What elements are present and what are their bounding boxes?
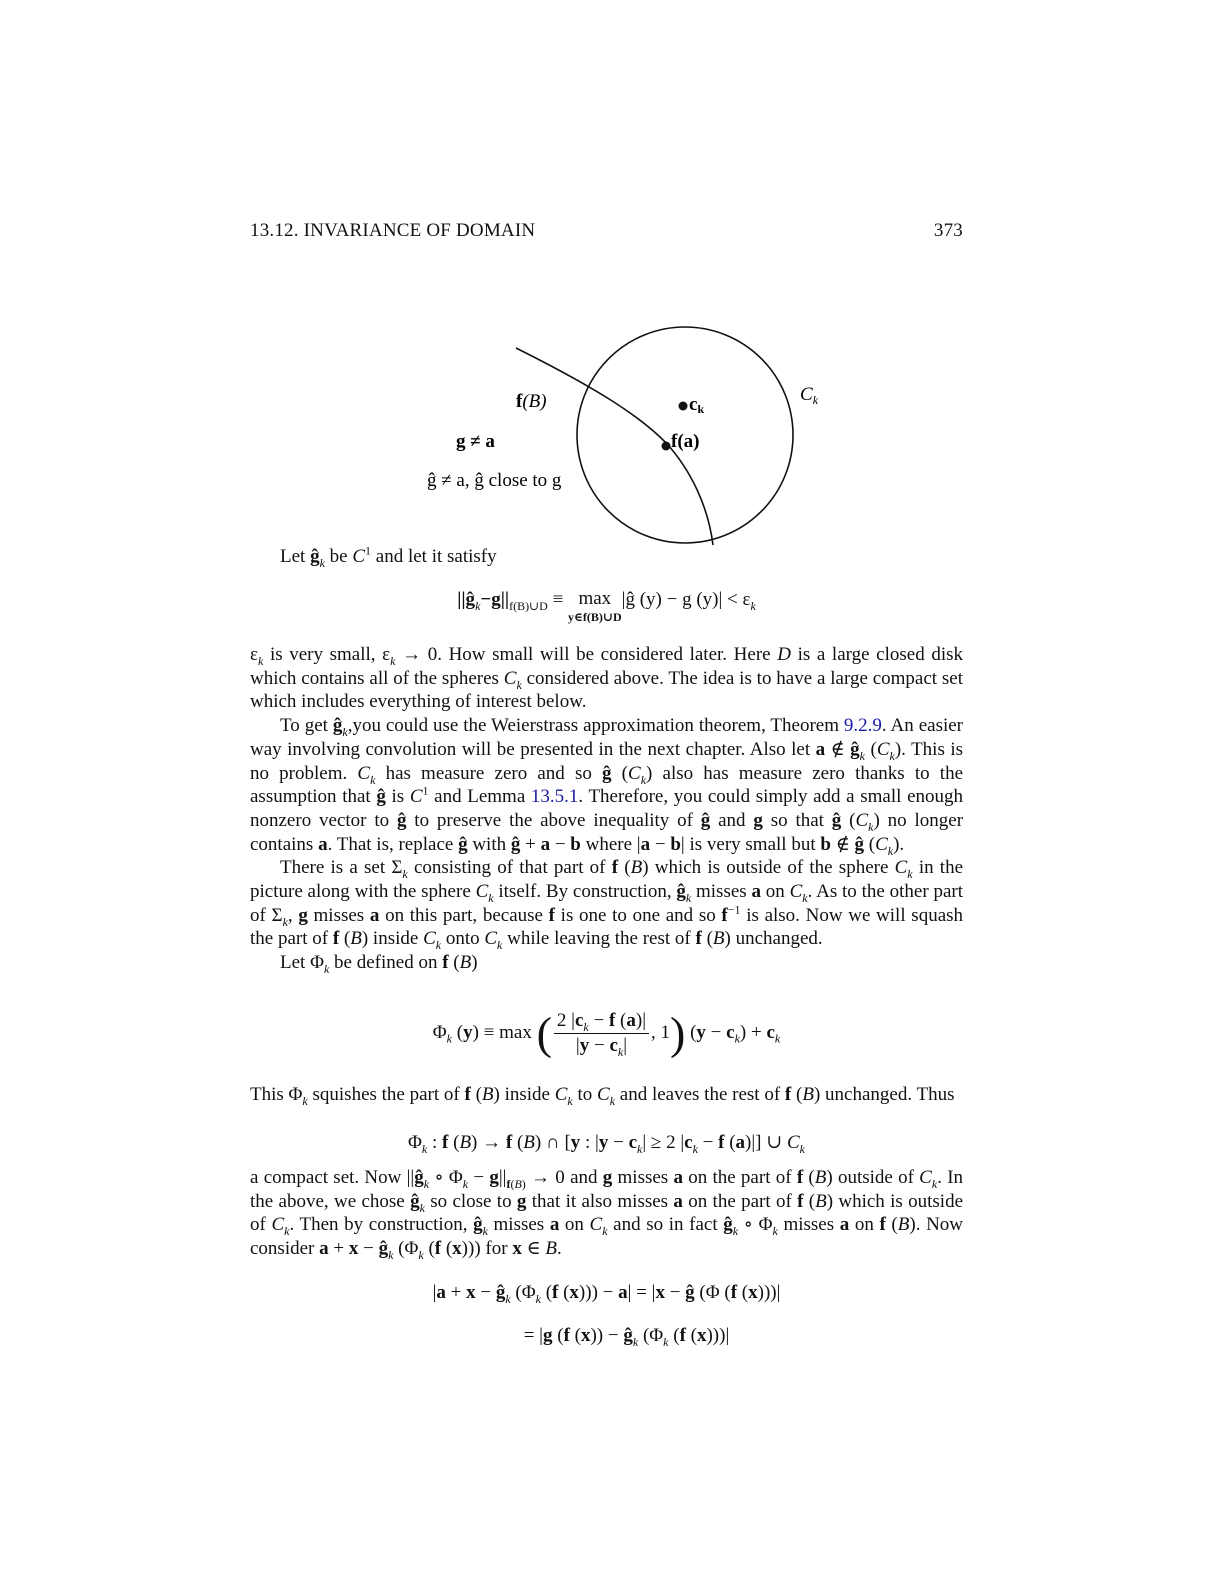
paragraph-epsilon: $\varepsilon_k$ is very small, $\varepsilon_k \to 0$. How small will be considered later. Here D is a large closed disk which contains all of the spheres $C_k$ considered above. The idea is to have a large compact set which includes everything of interest below. <box>250 644 964 713</box>
equation-phi-definition: $\Phi_k$ (y) ≡ max ( $\frac{2 |c_k - f (a)|}{|y - c_k|}$ , 1) $(y - c_k) + c_k$ <box>432 1007 781 1059</box>
paragraph-weierstrass: To get $ĝ_k,you$ could use the Weierstrass approximation theorem, Theorem 9.2.9. An easier way involving convolution will be presented in the next chapter. Also let a ∉ $ĝ_k$ $(C_k)$. This is no problem. $C_k$ has measure zero and so ĝ $(C_k)$ also has measure zero thanks to the assumption that ĝ is $C^1$ and Lemma 13.5.1. Therefore, you could simply add a small enough nonzero vector to ĝ to preserve the above inequality of ĝ and g so that ĝ $(C_k)$ no longer contains a. That is, replace ĝ with ĝ + a − b where |a − b| is very small but b ∉ ĝ $(C_k)$. <box>250 715 964 858</box>
fa-point-dot <box>662 442 671 451</box>
label-f-of-a: f(a) <box>671 431 700 452</box>
diagram-svg <box>400 290 860 560</box>
lemma-link[interactable]: 13.5.1 <box>530 786 579 808</box>
equation-final-line2: = |g (f $(x)) - ĝ_k$ ($\Phi_k$ (f (x)))| <box>523 1325 730 1349</box>
section-title: 13.12. INVARIANCE OF DOMAIN <box>250 220 536 241</box>
label-ghat-close-to-g: ĝ ≠ a, ĝ close to g <box>427 470 562 491</box>
equation-phi-mapping: $\Phi_k$ : f (B) → f (B) ∩ [y : $|y - c_k| \ge 2$ $|c_k - f$ (a)|] ∪ $C_k$ <box>408 1132 805 1156</box>
para-squish: This $\Phi_k$ squishes the part of f (B) inside $C_k$ to $C_k$ and leaves the rest of f (B) unchanged. Thus <box>250 1084 955 1108</box>
paragraph-let-phi: Let $\Phi_k$ be defined on f (B) <box>280 952 478 976</box>
label-g-not-a: g ≠ a <box>456 431 495 452</box>
label-f-of-b: f(B) <box>516 391 547 412</box>
para-let-ghat: Let $ĝ_k$ be $C^1$ and let it satisfy <box>280 543 497 570</box>
label-ck-center: ck <box>689 394 705 416</box>
running-head <box>250 220 963 244</box>
theorem-link[interactable]: 9.2.9 <box>843 715 882 737</box>
label-ck: $C_k$ <box>800 384 819 407</box>
equation-final-line1: $|a + x - ĝ_k$ ($\Phi_k$ (f (x))) − a| = |x − ĝ (Φ (f (x)))| <box>432 1282 781 1306</box>
paragraph-sigma: There is a set $\Sigma_k$ consisting of that part of f (B) which is outside of the sphere $C_k$ in the picture along with the sphere $C_k$ itself. By construction, $ĝ_k$ misses a on $C_k$. As to the other part of $\Sigma_k$, g misses a on this part, because f is one to one and so $f^{-1}$ is also. Now we will squash the part of f (B) inside $C_k$ onto $C_k$ while leaving the rest of f (B) unchanged. <box>250 857 964 953</box>
para-compact-set: a compact set. Now $||ĝ_k$ ∘ $\Phi_k - g||_{f(B)} \to 0$ and g misses a on the part of f (B) outside of $C_k$. In the above, we chose $ĝ_k$ so close to g that it also misses a on the part of f (B) which is outside of $C_k$. Then by construction, $ĝ_k$ misses a on $C_k$ and so in fact $ĝ_k$ ∘ $\Phi_k$ misses a on f (B). Now consider $a + x - ĝ_k$ ($\Phi_k$ (f (x))) for x ∈ B. <box>250 1167 964 1262</box>
center-point-dot <box>679 402 688 411</box>
equation-norm: $||ĝ_k-g||_{f(B)\cup D}$ ≡ max y∈f(B)∪D |ĝ (y) − g $(y)| < \varepsilon_k$ <box>457 588 756 624</box>
body-text <box>250 643 963 975</box>
page-number: 373 <box>933 220 963 241</box>
figure-invariance-diagram <box>400 290 860 560</box>
